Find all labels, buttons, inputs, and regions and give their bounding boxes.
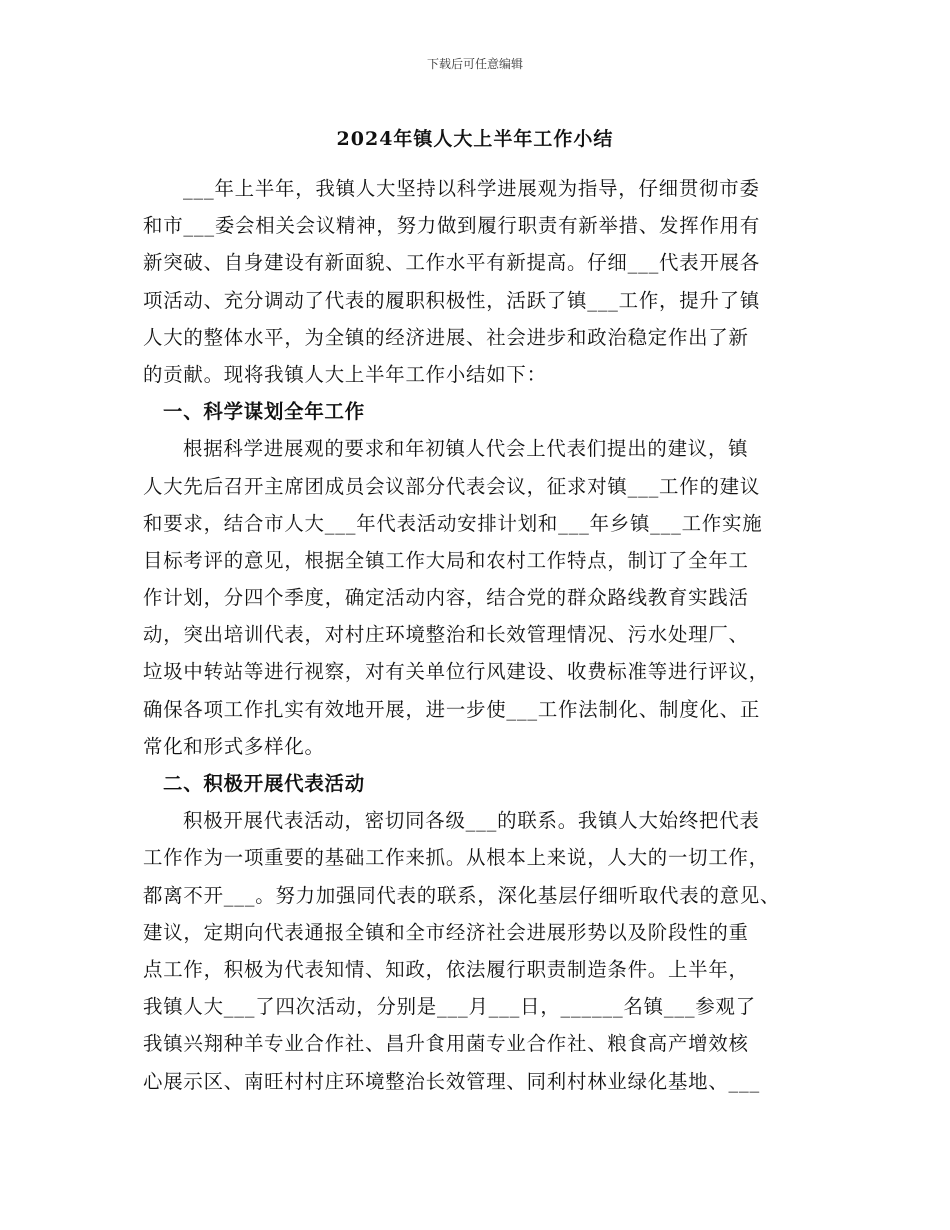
section-heading: 一、科学谋划全年工作: [163, 400, 365, 424]
paragraph-line: 建议，定期向代表通报全镇和全市经济社会进展形势以及阶段性的重: [143, 920, 749, 944]
paragraph-line: 垃圾中转站等进行视察，对有关单位行风建设、收费标准等进行评议，: [143, 660, 769, 684]
paragraph-line: 和市___委会相关会议精神，努力做到履行职责有新举措、发挥作用有: [143, 214, 761, 238]
paragraph-line: 和要求，结合市人大___年代表活动安排计划和___年乡镇___工作实施: [143, 511, 763, 535]
paragraph-line: 人大先后召开主席团成员会议部分代表会议，征求对镇___工作的建议: [143, 474, 761, 498]
paragraph-line: 新突破、自身建设有新面貌、工作水平有新提高。仔细___代表开展各: [143, 251, 761, 275]
paragraph-line: 常化和形式多样化。: [143, 734, 325, 758]
paragraph-line: 我镇人大___了四次活动，分别是___月___日，______名镇___参观了: [143, 995, 756, 1019]
document-body: [143, 170, 815, 1100]
page-header-note: 下载后可任意编辑: [426, 57, 523, 71]
paragraph-line: 的贡献。现将我镇人大上半年工作小结如下：: [143, 362, 547, 386]
paragraph-line: 工作作为一项重要的基础工作来抓。从根本上来说，人大的一切工作，: [143, 846, 769, 870]
paragraph-line: 动，突出培训代表，对村庄环境整治和长效管理情况、污水处理厂、: [143, 623, 749, 647]
paragraph-line: 人大的整体水平，为全镇的经济进展、社会进步和政治稳定作出了新: [143, 325, 749, 349]
paragraph-line: 作计划，分四个季度，确定活动内容，结合党的群众路线教育实践活: [143, 586, 749, 610]
paragraph-line: 目标考评的意见，根据全镇工作大局和农村工作特点，制订了全年工: [143, 548, 749, 572]
paragraph-line: 心展示区、南旺村村庄环境整治长效管理、同利村林业绿化基地、___: [143, 1069, 761, 1093]
paragraph-line: ___年上半年，我镇人大坚持以科学进展观为指导，仔细贯彻市委: [183, 177, 760, 200]
paragraph-line: 项活动、充分调动了代表的履职积极性，活跃了镇___工作，提升了镇: [143, 288, 761, 312]
document-title: 2024年镇人大上半年工作小结: [336, 128, 614, 150]
paragraph-line: 都离不开___。努力加强同代表的联系，深化基层仔细听取代表的意见、: [143, 883, 781, 907]
paragraph-line: 积极开展代表活动，密切同各级___的联系。我镇人大始终把代表: [183, 809, 760, 833]
section-heading: 二、积极开展代表活动: [163, 772, 365, 795]
paragraph-line: 我镇兴翔种羊专业合作社、昌升食用菌专业合作社、粮食高产增效核: [143, 1032, 749, 1056]
paragraph-line: 根据科学进展观的要求和年初镇人代会上代表们提出的建议，镇: [183, 437, 749, 461]
paragraph-line: 点工作，积极为代表知情、知政，依法履行职责制造条件。上半年，: [143, 957, 749, 981]
paragraph-line: 确保各项工作扎实有效地开展，进一步使___工作法制化、制度化、正: [143, 697, 761, 721]
